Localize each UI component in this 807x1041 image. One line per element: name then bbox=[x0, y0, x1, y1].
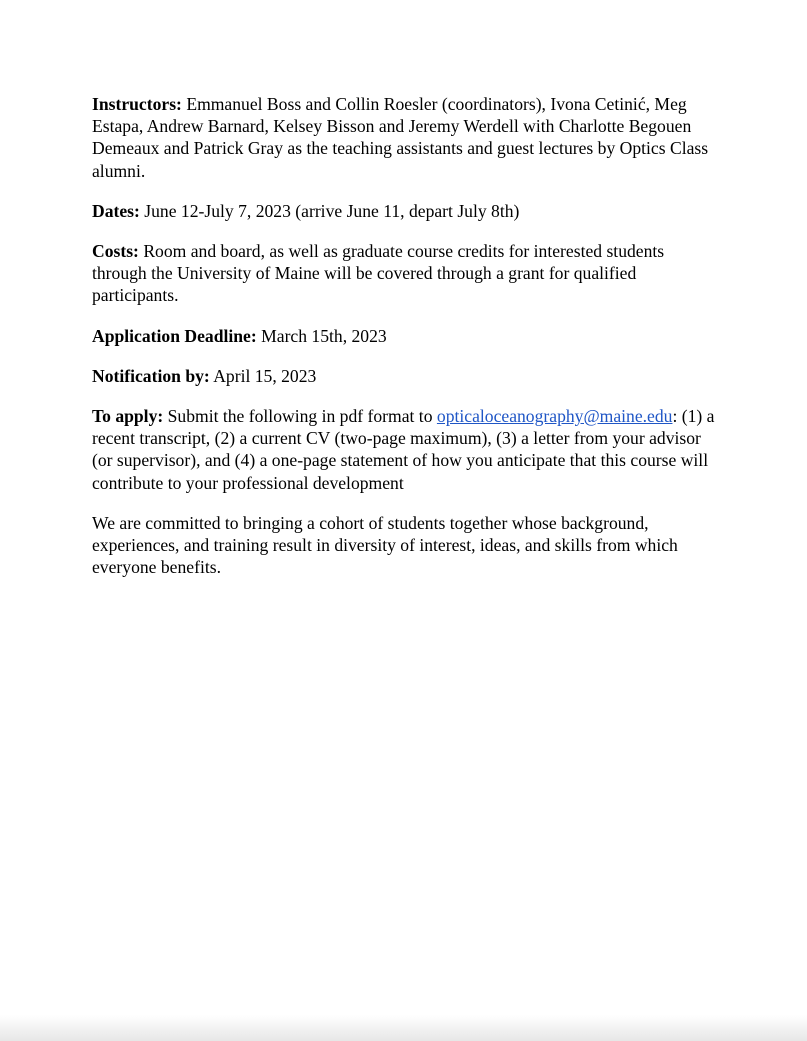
diversity-paragraph bbox=[92, 512, 722, 579]
instructors-label: Instructors: bbox=[92, 94, 182, 114]
instructors-paragraph bbox=[92, 93, 722, 182]
notification-label: Notification by: bbox=[92, 365, 210, 386]
dates-paragraph bbox=[92, 200, 722, 222]
dates-text: June 12-July 7, 2023 (arrive June 11, depart July 8th) bbox=[139, 200, 520, 221]
costs-label: Costs: bbox=[92, 241, 139, 262]
apply-text-after: : (1) a recent transcript, (2) a current CV (two-page maximum), (3) a letter from your advisor (or supervisor), and (4) a one-page statement of how you anticipate that this course will contribute to your professional development bbox=[92, 406, 715, 493]
deadline-paragraph bbox=[92, 325, 722, 347]
apply-text-before: Submit the following in pdf format to bbox=[163, 406, 437, 427]
notification-paragraph bbox=[92, 365, 722, 387]
email-link[interactable]: opticaloceanography@maine.edu bbox=[436, 406, 673, 427]
deadline-text: March 15th, 2023 bbox=[256, 325, 387, 346]
deadline-label: Application Deadline: bbox=[92, 325, 257, 346]
apply-label: To apply: bbox=[92, 406, 164, 427]
costs-paragraph bbox=[92, 240, 722, 307]
notification-text: April 15, 2023 bbox=[209, 365, 317, 386]
instructors-text: Emmanuel Boss and Collin Roesler (coordinators), Ivona Cetinić, Meg Estapa, Andrew Barnard, Kelsey Bisson and Jeremy Werdell with Charlotte Begouen Demeaux and Patrick Gray as the teaching assistants and guest lectures by Optics Class alumni. bbox=[92, 94, 709, 181]
diversity-text: We are committed to bringing a cohort of students together whose background, experiences, and training result in diversity of interest, ideas, and skills from which everyone benefits. bbox=[92, 512, 678, 578]
apply-paragraph bbox=[92, 405, 722, 494]
bottom-shadow bbox=[0, 1015, 807, 1041]
document-body bbox=[92, 93, 722, 596]
dates-label: Dates: bbox=[92, 200, 140, 221]
costs-text: Room and board, as well as graduate course credits for interested students through the University of Maine will be covered through a grant for qualified participants. bbox=[92, 241, 665, 306]
